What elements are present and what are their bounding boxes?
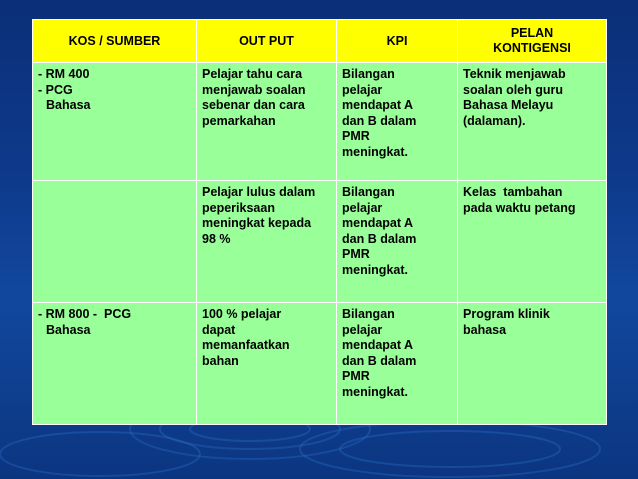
cell-line: Kelas tambahan (463, 185, 563, 199)
cell-line: Bahasa (46, 98, 91, 112)
cell-kos (33, 303, 197, 425)
cell-line: dapat (202, 322, 236, 337)
cell-line: - RM 400 (38, 67, 90, 81)
cell-line: mendapat A (342, 98, 414, 112)
cell-line: bahasa (463, 322, 507, 337)
kontigensi-table (32, 19, 607, 425)
header-pelan-kontigensi (458, 20, 607, 63)
cell-pelan (458, 63, 607, 181)
cell-line: Pelajar tahu cara (202, 67, 303, 81)
cell-kos (33, 63, 197, 181)
cell-line: Pelajar lulus dalam (202, 185, 316, 199)
cell-line: pelajar (342, 200, 383, 215)
cell-line: Bahasa (46, 322, 91, 337)
cell-line: pada waktu petang (463, 200, 576, 215)
cell-line: PMR (342, 369, 370, 383)
cell-line: sebenar dan cara (202, 98, 305, 112)
cell-line: peperiksaan (202, 200, 275, 215)
cell-line: bahan (202, 353, 239, 368)
cell-line: - PCG (38, 82, 73, 97)
cell-line: pemarkahan (202, 113, 276, 128)
cell-kos (33, 181, 197, 303)
cell-line: meningkat kepada (202, 216, 312, 230)
cell-line: pelajar (342, 82, 383, 97)
table-row (33, 303, 607, 425)
cell-output (197, 303, 337, 425)
cell-line: mendapat A (342, 338, 414, 352)
header-pelan-line: PELAN (510, 26, 554, 40)
header-kos-sumber: KOS / SUMBER (33, 20, 197, 63)
cell-line: - RM 800 - PCG (38, 307, 132, 321)
cell-line: menjawab soalan (202, 82, 306, 97)
cell-line: memanfaatkan (202, 338, 290, 352)
cell-kpi (337, 181, 458, 303)
table-row (33, 181, 607, 303)
cell-line: meningkat. (342, 262, 408, 277)
cell-kpi (337, 303, 458, 425)
cell-line: PMR (342, 247, 370, 261)
cell-line: Bilangan (342, 307, 395, 321)
header-kpi: KPI (337, 20, 458, 63)
header-row (33, 20, 607, 63)
cell-line: pelajar (342, 322, 383, 337)
cell-line: 100 % pelajar (202, 307, 282, 321)
cell-line: Bahasa Melayu (463, 98, 554, 112)
cell-line: dan B dalam (342, 113, 417, 128)
cell-line: (dalaman). (463, 113, 526, 128)
cell-line: dan B dalam (342, 231, 417, 246)
cell-kpi (337, 63, 458, 181)
cell-line: Bilangan (342, 67, 395, 81)
cell-line: meningkat. (342, 144, 408, 159)
cell-line: meningkat. (342, 384, 408, 399)
cell-line: dan B dalam (342, 353, 417, 368)
header-pelan-line: KONTIGENSI (493, 41, 571, 55)
cell-line: Program klinik (463, 307, 550, 321)
cell-pelan (458, 303, 607, 425)
cell-output (197, 181, 337, 303)
cell-line: Bilangan (342, 185, 395, 199)
cell-line: soalan oleh guru (463, 82, 564, 97)
cell-line: mendapat A (342, 216, 414, 230)
cell-line: Teknik menjawab (463, 67, 566, 81)
table-row (33, 63, 607, 181)
cell-output (197, 63, 337, 181)
cell-pelan (458, 181, 607, 303)
cell-line: PMR (342, 129, 370, 143)
cell-line: 98 % (202, 231, 231, 246)
header-output: OUT PUT (197, 20, 337, 63)
